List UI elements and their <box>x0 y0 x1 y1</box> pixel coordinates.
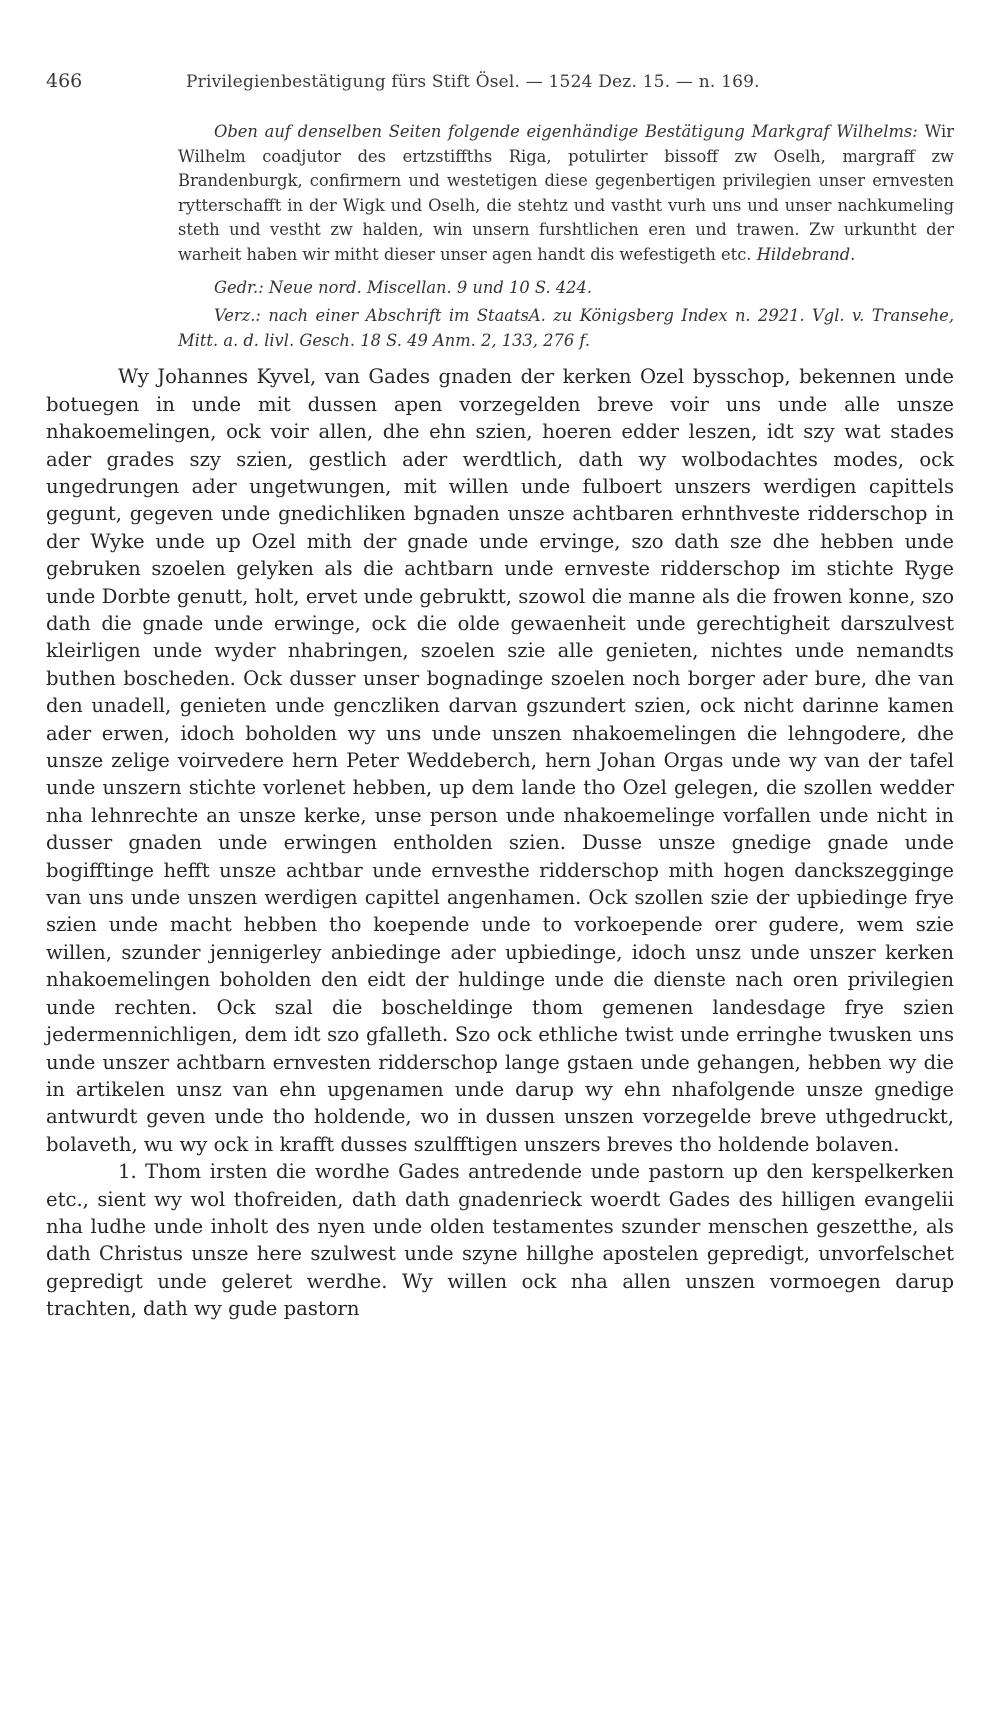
running-head <box>46 70 954 92</box>
page-number: 466 <box>46 70 83 92</box>
intro-note <box>178 120 954 268</box>
body-paragraph-2: 1. Thom irsten die wordhe Gades antredende unde pastorn up den kerspelkerken etc., sient wy wol thofreiden, dath dath gnadenrieck woerdt Gades des hilligen evangelii nha ludhe unde inholt des nyen unde olden testamentes szunder menschen geszetthe, als dath Christus unsze here szulwest unde szyne hillghe apostelen gepredigt, unvorfelschet gepredigt unde geleret werdhe. Wy willen ock nha allen unszen vormoegen darup trachten, dath wy gude pastorn <box>46 1160 954 1321</box>
gedr-label: Gedr.: <box>214 277 264 297</box>
verz-text: nach einer Abschrift im StaatsA. zu Königsberg Index n. 2921. Vgl. v. Transehe, Mitt. a. d. livl. Gesch. 18 S. 49 Anm. 2, 133, 276 f. <box>178 306 954 350</box>
intro-signature: Hildebrand. <box>756 244 856 264</box>
header-title: Privilegienbestätigung fürs Stift Ösel. — 1524 Dez. 15. — n. 169. <box>186 72 760 92</box>
editorial-notes <box>46 120 954 353</box>
page <box>46 70 954 1323</box>
gedr-note <box>178 276 954 301</box>
verz-label: Verz.: <box>214 306 261 326</box>
body-paragraph-1: Wy Johannes Kyvel, van Gades gnaden der kerken Ozel bysschop, bekennen unde botuegen in unde mit dussen apen vorzegelden breve voir uns unde alle unsze nhakoemelingen, ock voir allen, dhe ehn szien, hoeren edder leszen, idt szy wat stades ader grades szy szien, gestlich ader werdtlich, dath wy wolbodachtes modes, ock ungedrungen ader ungetwungen, mit willen unde fulboert unszers werdigen capittels gegunt, gegeven unde gnedichliken bgnaden unsze achtbaren erhnthveste ridderschop in der Wyke unde up Ozel mith der gnade unde ervinge, szo dath sze dhe hebben unde gebruken szoelen gelyken als die achtbarn unde ernveste ridderschop im stichte Ryge unde Dorbte genutt, holt, ervet unde gebruktt, szowol die manne als die frowen konne, szo dath die gnade unde erwinge, ock die olde gewaenheit unde gerechtigheit darszulvest kleirligen unde wyder nhabringen, szoelen szie alle genieten, nichtes unde nemandts buthen boscheden. Ock dusser unser bognadinge szoelen noch borger ader bure, dhe van den unadell, genieten unde genczliken darvan gszundert szien, ock nicht darinne kamen ader erwen, idoch boholden wy uns unde unszen nhakoemelingen die lehngodere, dhe unsze zelige voirvedere hern Peter Weddeberch, hern Johan Orgas unde wy van der tafel unde unszern stichte vorlenet hebben, up dem lande tho Ozel gelegen, die szollen wedder nha lehnrechte an unsze kerke, unse person unde nhakoemelinge vorfallen unde nicht in dusser gnaden unde erwingen entholden szien. Dusse unsze gnedige gnade unde bogifftinge hefft unsze achtbar unde ernvesthe ridderschop mith hogen danckszegginge van uns unde unszen werdigen capittel angenhamen. Ock szollen szie der upbiedinge frye szien unde macht hebben tho koepende unde to vorkoepende orer gudere, wem szie willen, szunder jennigerley anbiedinge ader upbiedinge, idoch unsz unde unszer kerken nhakoemelingen boholden den eidt der huldinge unde die dienste nach oren privilegien unde rechten. Ock szal die boscheldinge thom gemenen landesdage frye szien jedermennichligen, dem idt szo gfalleth. Szo ock ethliche twist unde erringhe twusken uns unde unszer achtbarn ernvesten ridderschop lange gstaen unde gehangen, hebben wy die in artikelen unsz van ehn upgenamen unde darup wy ehn nhafolgende unsze gnedige antwurdt geven unde tho holdende, wo in dussen unszen vorzegelde breve uthgedruckt, bolaveth, wu wy ock in krafft dusses szulfftigen unszers breves tho holdende bolaven. <box>46 365 954 1156</box>
intro-text: Wir Wilhelm coadjutor des ertzstiffths Riga, potulirter bissoff zw Oselh, margraff zw Brandenburgk, confirmern und westetigen diese gegenbertigen privilegien unser ernvesten rytterschafft in der Wigk und Oselh, die stehtz und vastht vurh uns und unser nachkumeling steth und vestht zw halden, win unsern furshtlichen eren und trawen. Zw urkuntht der warheit haben wir mitht dieser unser agen handt dis wefestigeth etc. <box>178 122 955 264</box>
verz-note <box>178 304 954 353</box>
gedr-text: Neue nord. Miscellan. 9 und 10 S. 424. <box>268 277 593 297</box>
document-body <box>46 363 954 1322</box>
intro-label: Oben auf denselben Seiten folgende eigenhändige Bestätigung Markgraf Wilhelms: <box>214 122 918 141</box>
